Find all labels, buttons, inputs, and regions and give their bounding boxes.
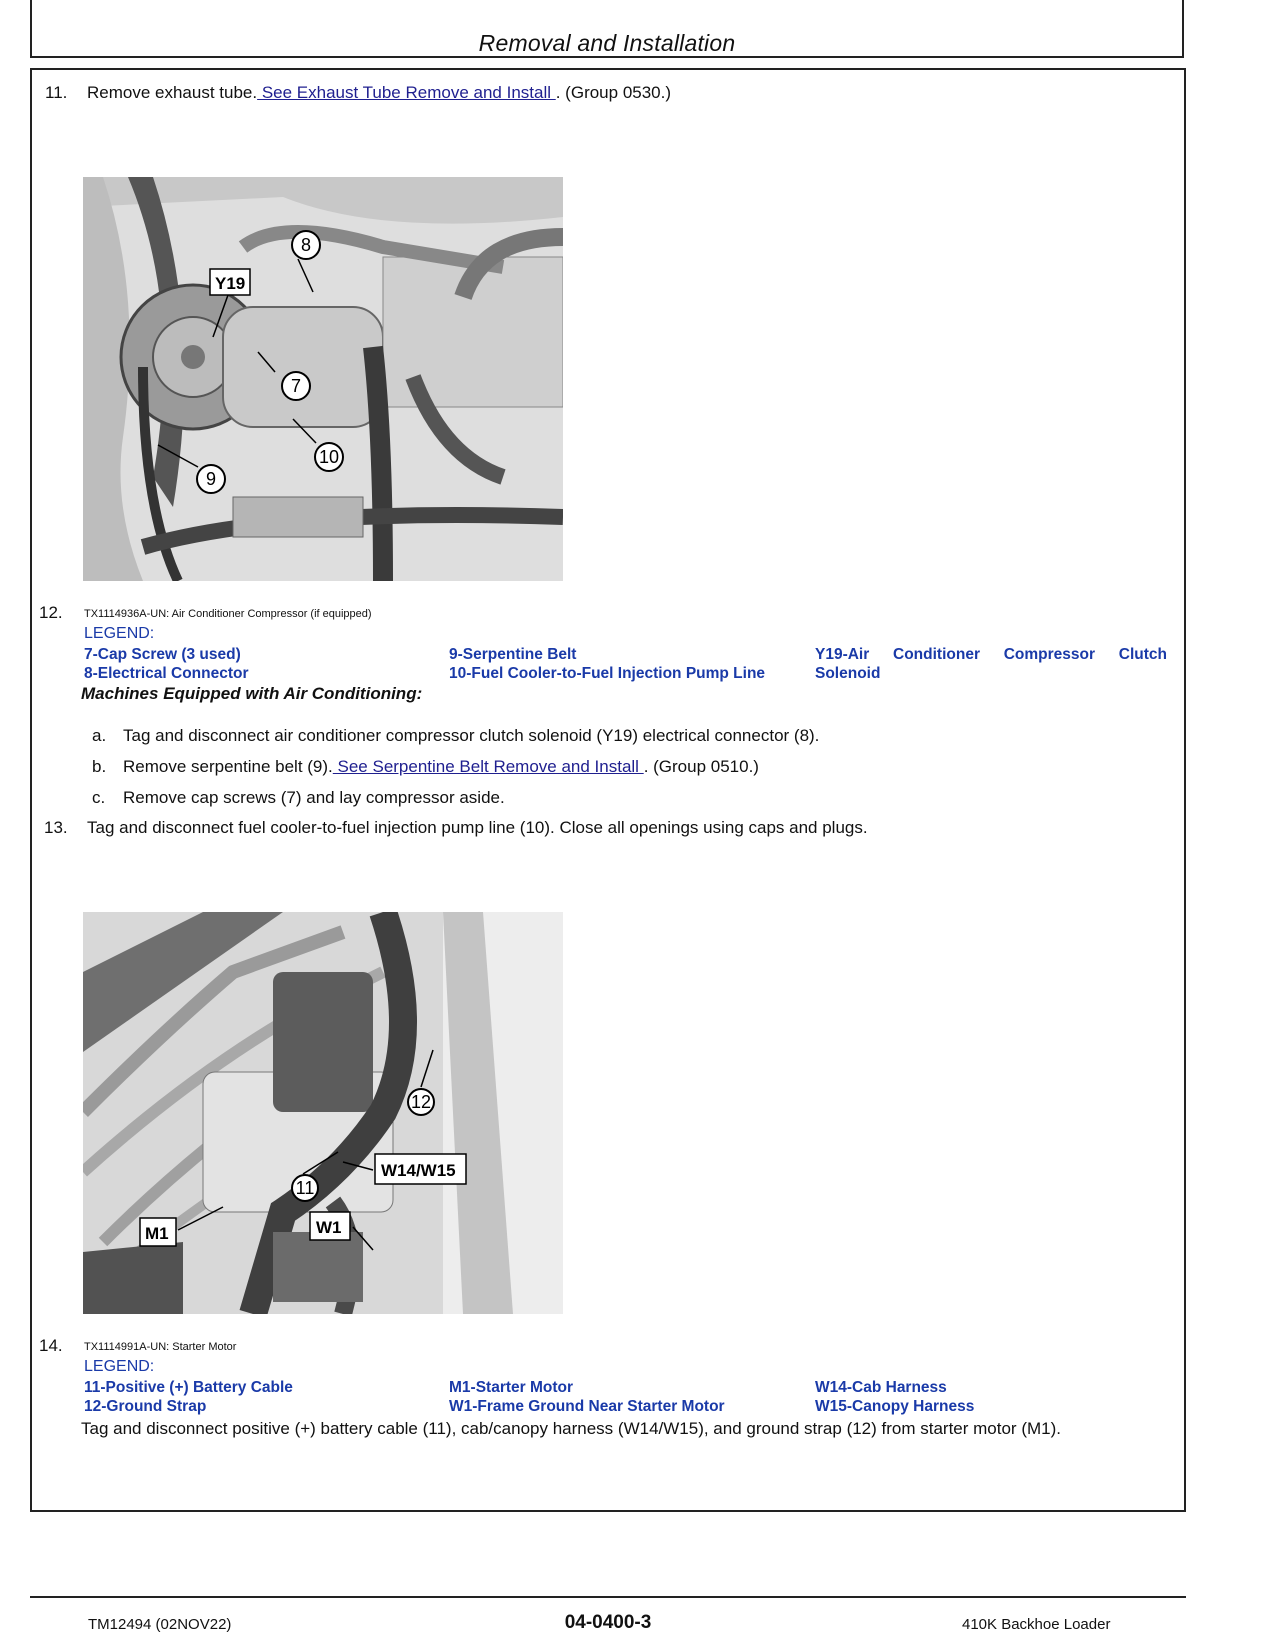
substep-c-letter: c. <box>92 788 106 807</box>
serpentine-belt-link[interactable]: See Serpentine Belt Remove and Install <box>332 757 644 776</box>
figure-1-caption: TX1114936A-UN: Air Conditioner Compressor (if equipped) <box>84 608 372 620</box>
substep-a-letter: a. <box>92 726 107 745</box>
legend-title-2: LEGEND: <box>84 1358 155 1375</box>
callout-8: 8 <box>300 235 312 255</box>
legend-2-col-3 <box>815 1378 974 1416</box>
legend-item: 12-Ground Strap <box>84 1398 207 1415</box>
legend-title-1: LEGEND: <box>84 625 155 642</box>
callout-7: 7 <box>290 376 302 396</box>
callout-12: 12 <box>410 1092 432 1112</box>
step-13-number: 13. <box>44 818 68 837</box>
legend-item: 11-Positive (+) Battery Cable <box>84 1379 293 1396</box>
ac-compressor-illustration <box>83 177 563 581</box>
substep-b-text <box>123 757 759 777</box>
legend-item: 9-Serpentine Belt <box>449 646 577 663</box>
substep-b-instruction: Remove serpentine belt (9). <box>123 757 333 776</box>
legend-item: W14-Cab Harness <box>815 1379 947 1396</box>
legend-item: W15-Canopy Harness <box>815 1398 975 1415</box>
step-11-text <box>87 83 671 103</box>
step-11-group: . (Group 0530.) <box>555 83 672 102</box>
page-header-title: Removal and Installation <box>478 30 736 56</box>
legend-1-col-3 <box>815 645 1167 683</box>
ac-compressor-figure <box>83 177 563 581</box>
tag-w14-w15: W14/W15 <box>381 1161 456 1180</box>
step-12-number: 12. <box>39 603 63 622</box>
step-14-number: 14. <box>39 1336 63 1355</box>
tag-m1: M1 <box>145 1224 169 1243</box>
exhaust-tube-link[interactable]: See Exhaust Tube Remove and Install <box>257 83 556 102</box>
legend-2-col-1 <box>84 1378 293 1416</box>
step-11-number: 11. <box>45 83 68 102</box>
legend-item: W1-Frame Ground Near Starter Motor <box>449 1398 725 1415</box>
substep-a-text: Tag and disconnect air conditioner compressor clutch solenoid (Y19) electrical connector (8). <box>123 726 820 745</box>
tag-y19: Y19 <box>215 274 246 293</box>
figure-2-caption: TX1114991A-UN: Starter Motor <box>84 1341 237 1353</box>
step-13-text: Tag and disconnect fuel cooler-to-fuel injection pump line (10). Close all openings using caps and plugs. <box>87 818 868 837</box>
callout-9: 9 <box>205 469 217 489</box>
footer-page-number: 04-0400-3 <box>564 1612 652 1633</box>
legend-1-col-1 <box>84 645 249 683</box>
legend-item: 7-Cap Screw (3 used) <box>84 646 241 663</box>
callout-11: 11 <box>295 1178 315 1198</box>
legend-item: 10-Fuel Cooler-to-Fuel Injection Pump Line <box>449 665 766 682</box>
step-14-text: Tag and disconnect positive (+) battery cable (11), cab/canopy harness (W14/W15), and ground strap (12) from starter motor (M1). <box>81 1419 1061 1438</box>
callout-10: 10 <box>318 447 340 467</box>
legend-item: Solenoid <box>815 665 881 682</box>
step-11-instruction: Remove exhaust tube. <box>87 83 258 102</box>
legend-item: Y19-Air Conditioner Compressor Clutch <box>815 646 1167 663</box>
substep-c-text: Remove cap screws (7) and lay compressor aside. <box>123 788 505 807</box>
ac-subheading: Machines Equipped with Air Conditioning: <box>81 684 423 703</box>
starter-motor-figure <box>83 912 563 1314</box>
legend-item: 8-Electrical Connector <box>84 665 249 682</box>
starter-motor-illustration <box>83 912 563 1314</box>
footer-doc-id: TM12494 (02NOV22) <box>88 1616 232 1633</box>
legend-2-col-2 <box>449 1378 725 1416</box>
substep-b-group: . (Group 0510.) <box>643 757 759 776</box>
substep-b-letter: b. <box>92 757 107 776</box>
tag-w1: W1 <box>316 1218 342 1237</box>
footer-model: 410K Backhoe Loader <box>962 1616 1111 1633</box>
legend-1-col-2 <box>449 645 765 683</box>
legend-item: M1-Starter Motor <box>449 1379 574 1396</box>
footer-rule <box>30 1596 1186 1598</box>
